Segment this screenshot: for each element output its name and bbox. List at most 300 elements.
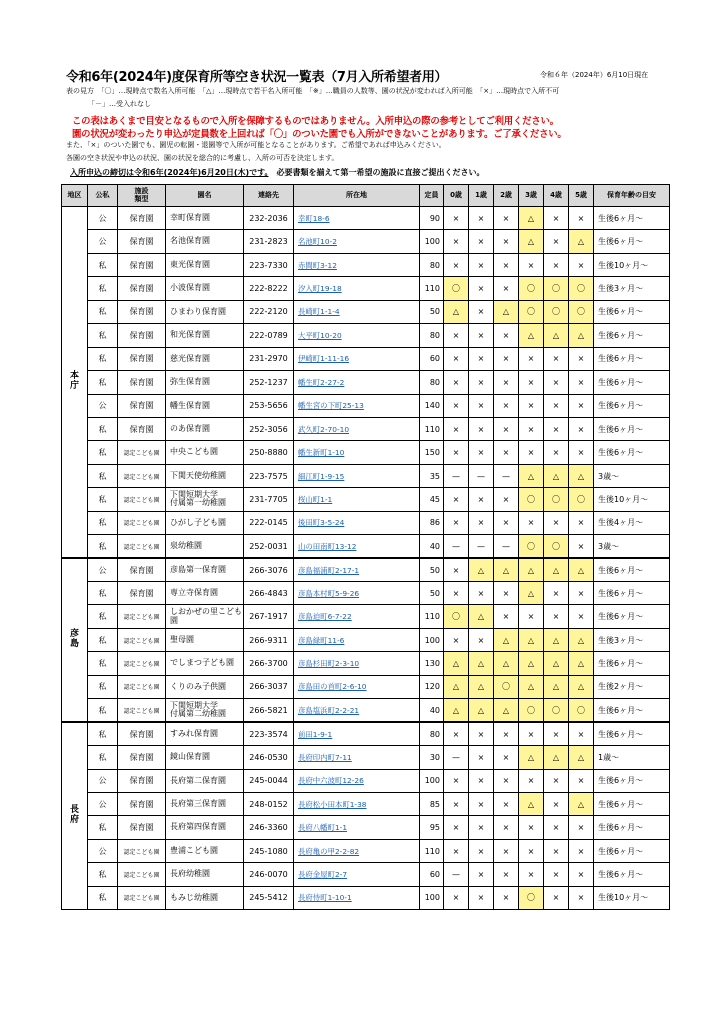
table-row — [62, 863, 670, 886]
availability-age-0: 〇 — [444, 605, 469, 628]
availability-age-0: × — [444, 488, 469, 511]
page-title: 令和6年(2024年)度保育所等空き状況一覧表（7月入所希望者用） — [66, 70, 448, 85]
availability-age-1: — — [469, 464, 494, 487]
availability-age-4: × — [544, 792, 569, 815]
availability-age-0: △ — [444, 300, 469, 323]
target-age-cell: 生後4ヶ月～ — [594, 511, 670, 534]
availability-age-3: △ — [519, 675, 544, 698]
availability-age-3: × — [519, 605, 544, 628]
availability-age-3: × — [519, 816, 544, 839]
table-row — [62, 558, 670, 581]
address-link[interactable]: 幡生町2-27-2 — [294, 371, 420, 394]
address-link[interactable]: 彦島塩浜町2-2-21 — [294, 699, 420, 722]
availability-age-1: × — [469, 792, 494, 815]
availability-age-5: × — [569, 816, 594, 839]
target-age-cell: 生後6ヶ月～ — [594, 347, 670, 370]
facility-name: 長府第三保育園 — [166, 792, 244, 815]
public-private-cell: 私 — [88, 535, 118, 558]
phone-cell: 248-0152 — [244, 792, 294, 815]
availability-age-3: △ — [519, 746, 544, 769]
target-age-cell: 生後6ヶ月～ — [594, 605, 670, 628]
phone-cell: 245-1080 — [244, 839, 294, 862]
phone-cell: 222-0789 — [244, 324, 294, 347]
availability-age-1: △ — [469, 558, 494, 581]
table-row — [62, 792, 670, 815]
phone-cell: 245-5412 — [244, 886, 294, 909]
table-row — [62, 746, 670, 769]
table-row — [62, 277, 670, 300]
col-header-age-5: 5歳 — [569, 185, 594, 207]
availability-age-5: × — [569, 722, 594, 745]
address-link[interactable]: 長府亀の甲2-2-82 — [294, 839, 420, 862]
availability-age-4: × — [544, 769, 569, 792]
legend-line-2: 「－」…受入れなし — [88, 100, 151, 108]
capacity-cell: 60 — [420, 347, 444, 370]
availability-age-0: — — [444, 464, 469, 487]
availability-age-4: × — [544, 722, 569, 745]
target-age-cell: 生後6ヶ月～ — [594, 417, 670, 440]
availability-age-1: × — [469, 230, 494, 253]
address-link[interactable]: 彦島迫町6-7-22 — [294, 605, 420, 628]
facility-name: 東光保育園 — [166, 253, 244, 276]
availability-age-1: × — [469, 371, 494, 394]
capacity-cell: 50 — [420, 582, 444, 605]
address-link[interactable]: 長府中六波町12-26 — [294, 769, 420, 792]
facility-type-cell: 認定こども園 — [118, 464, 166, 487]
table-row — [62, 675, 670, 698]
table-row — [62, 347, 670, 370]
availability-age-2: 〇 — [494, 675, 519, 698]
table-row — [62, 886, 670, 909]
availability-age-3: △ — [519, 558, 544, 581]
availability-age-0: △ — [444, 699, 469, 722]
availability-age-3: △ — [519, 207, 544, 230]
availability-age-3: × — [519, 417, 544, 440]
col-header-public-private: 公私 — [88, 185, 118, 207]
facility-name: 聖母園 — [166, 628, 244, 651]
phone-cell: 231-2970 — [244, 347, 294, 370]
capacity-cell: 110 — [420, 417, 444, 440]
address-link[interactable]: 長府金屋町2-7 — [294, 863, 420, 886]
phone-cell: 231-7705 — [244, 488, 294, 511]
address-link[interactable]: 長府侍町1-10-1 — [294, 886, 420, 909]
col-header-address: 所在地 — [294, 185, 420, 207]
public-private-cell: 公 — [88, 769, 118, 792]
target-age-cell: 生後6ヶ月～ — [594, 582, 670, 605]
availability-age-4: × — [544, 582, 569, 605]
capacity-cell: 150 — [420, 441, 444, 464]
address-link[interactable]: 彦島杉田町2-3-10 — [294, 652, 420, 675]
phone-cell: 266-5821 — [244, 699, 294, 722]
facility-name: すみれ保育園 — [166, 722, 244, 745]
deadline-notice — [70, 167, 485, 178]
availability-age-2: × — [494, 769, 519, 792]
availability-age-5: 〇 — [569, 488, 594, 511]
facility-type-cell: 保育園 — [118, 300, 166, 323]
table-row — [62, 371, 670, 394]
facility-name: 下関短期大学 付属第二幼稚園 — [166, 699, 244, 722]
facility-name: 慈光保育園 — [166, 347, 244, 370]
facility-type-cell: 認定こども園 — [118, 863, 166, 886]
facility-type-cell: 保育園 — [118, 253, 166, 276]
availability-age-3: △ — [519, 792, 544, 815]
availability-age-3: 〇 — [519, 300, 544, 323]
table-row — [62, 722, 670, 745]
address-link[interactable]: 彦島福浦町2-17-1 — [294, 558, 420, 581]
availability-age-0: × — [444, 253, 469, 276]
public-private-cell: 私 — [88, 605, 118, 628]
availability-age-1: × — [469, 347, 494, 370]
phone-cell: 267-1917 — [244, 605, 294, 628]
availability-age-1: × — [469, 769, 494, 792]
availability-age-2: × — [494, 441, 519, 464]
availability-age-5: △ — [569, 230, 594, 253]
deadline-instruction: 必要書類を揃えて第一希望の施設に直接ご提出ください。 — [268, 168, 485, 177]
availability-age-2: × — [494, 746, 519, 769]
capacity-cell: 110 — [420, 839, 444, 862]
table-row — [62, 839, 670, 862]
table-row — [62, 652, 670, 675]
availability-age-1: × — [469, 839, 494, 862]
availability-age-1: × — [469, 722, 494, 745]
target-age-cell: 1歳～ — [594, 746, 670, 769]
target-age-cell: 生後10ヶ月～ — [594, 886, 670, 909]
col-header-area: 地区 — [62, 185, 88, 207]
availability-age-4: △ — [544, 558, 569, 581]
facility-type-cell: 認定こども園 — [118, 488, 166, 511]
table-row — [62, 441, 670, 464]
capacity-cell: 40 — [420, 535, 444, 558]
facility-type-cell: 保育園 — [118, 558, 166, 581]
availability-age-4: × — [544, 417, 569, 440]
facility-name: 泉幼稚園 — [166, 535, 244, 558]
availability-age-3: × — [519, 441, 544, 464]
phone-cell: 222-8222 — [244, 277, 294, 300]
target-age-cell: 生後6ヶ月～ — [594, 558, 670, 581]
col-header-name: 園名 — [166, 185, 244, 207]
target-age-cell: 生後10ヶ月～ — [594, 488, 670, 511]
facility-name: ひがし子ども園 — [166, 511, 244, 534]
availability-age-1: × — [469, 277, 494, 300]
phone-cell: 245-0044 — [244, 769, 294, 792]
availability-age-0: 〇 — [444, 277, 469, 300]
phone-cell: 253-5656 — [244, 394, 294, 417]
address-link[interactable]: 後田町3-5-24 — [294, 511, 420, 534]
capacity-cell: 100 — [420, 886, 444, 909]
capacity-cell: 110 — [420, 277, 444, 300]
availability-age-4: × — [544, 347, 569, 370]
availability-age-4: × — [544, 605, 569, 628]
availability-age-4: △ — [544, 652, 569, 675]
public-private-cell: 公 — [88, 230, 118, 253]
address-link[interactable]: 桜山町1-1 — [294, 488, 420, 511]
availability-age-0: × — [444, 886, 469, 909]
table-row — [62, 324, 670, 347]
availability-age-5: × — [569, 511, 594, 534]
availability-age-3: × — [519, 863, 544, 886]
availability-age-4: × — [544, 511, 569, 534]
phone-cell: 250-8880 — [244, 441, 294, 464]
availability-age-4: △ — [544, 746, 569, 769]
facility-type-cell: 認定こども園 — [118, 535, 166, 558]
availability-age-2: × — [494, 277, 519, 300]
facility-type-cell: 認定こども園 — [118, 652, 166, 675]
availability-age-1: △ — [469, 605, 494, 628]
facility-type-cell: 保育園 — [118, 769, 166, 792]
availability-age-1: × — [469, 300, 494, 323]
legend-line: 表の見方 「〇」…現時点で数名入所可能 「△」…現時点で若干名入所可能 「※」…職員の人数等、園の状況が変われば入所可能 「×」…現時点で入所不可 — [66, 87, 560, 95]
availability-age-4: 〇 — [544, 488, 569, 511]
public-private-cell: 私 — [88, 464, 118, 487]
availability-age-5: 〇 — [569, 277, 594, 300]
availability-age-4: × — [544, 230, 569, 253]
col-header-age-3: 3歳 — [519, 185, 544, 207]
phone-cell: 266-3037 — [244, 675, 294, 698]
phone-cell: 246-0070 — [244, 863, 294, 886]
public-private-cell: 私 — [88, 347, 118, 370]
availability-age-0: × — [444, 558, 469, 581]
facility-name: もみじ幼稚園 — [166, 886, 244, 909]
availability-age-0: × — [444, 324, 469, 347]
availability-age-4: △ — [544, 675, 569, 698]
availability-age-3: 〇 — [519, 886, 544, 909]
public-private-cell: 公 — [88, 207, 118, 230]
availability-age-5: △ — [569, 652, 594, 675]
deadline-date: 入所申込の締切は令和6年(2024年)6月20日(木)です。 — [70, 168, 269, 177]
as-of-date: 令和６年（2024年）6月10日現在 — [540, 71, 649, 79]
availability-age-2: × — [494, 488, 519, 511]
table-header — [62, 185, 670, 207]
availability-age-0: × — [444, 371, 469, 394]
availability-age-4: △ — [544, 464, 569, 487]
public-private-cell: 私 — [88, 699, 118, 722]
availability-age-0: △ — [444, 675, 469, 698]
phone-cell: 252-3056 — [244, 417, 294, 440]
availability-age-4: × — [544, 839, 569, 862]
availability-age-1: × — [469, 488, 494, 511]
availability-age-5: △ — [569, 746, 594, 769]
capacity-cell: 35 — [420, 464, 444, 487]
address-link[interactable]: 山の田南町13-12 — [294, 535, 420, 558]
availability-age-3: △ — [519, 324, 544, 347]
capacity-cell: 130 — [420, 652, 444, 675]
facility-name: 小波保育園 — [166, 277, 244, 300]
target-age-cell: 生後6ヶ月～ — [594, 722, 670, 745]
table-row — [62, 488, 670, 511]
availability-age-2: × — [494, 605, 519, 628]
target-age-cell: 生後6ヶ月～ — [594, 652, 670, 675]
availability-age-5: × — [569, 582, 594, 605]
target-age-cell: 生後6ヶ月～ — [594, 839, 670, 862]
facility-type-cell: 認定こども園 — [118, 675, 166, 698]
availability-age-2: × — [494, 417, 519, 440]
public-private-cell: 私 — [88, 277, 118, 300]
address-link[interactable]: 長府松小田本町1-38 — [294, 792, 420, 815]
public-private-cell: 私 — [88, 628, 118, 651]
capacity-cell: 100 — [420, 628, 444, 651]
col-header-age-0: 0歳 — [444, 185, 469, 207]
target-age-cell: 生後6ヶ月～ — [594, 371, 670, 394]
capacity-cell: 50 — [420, 300, 444, 323]
phone-cell: 223-7575 — [244, 464, 294, 487]
availability-age-3: △ — [519, 464, 544, 487]
facility-type-cell: 保育園 — [118, 277, 166, 300]
public-private-cell: 私 — [88, 324, 118, 347]
facility-name: 下関短期大学 付属第一幼稚園 — [166, 488, 244, 511]
public-private-cell: 私 — [88, 582, 118, 605]
capacity-cell: 90 — [420, 207, 444, 230]
availability-age-5: △ — [569, 464, 594, 487]
area-cell: 彦 島 — [62, 558, 88, 722]
phone-cell: 266-9311 — [244, 628, 294, 651]
address-link[interactable]: 長府八幡町1-1 — [294, 816, 420, 839]
disclaimer-line-2: 園の状況が変わったり申込が定員数を上回れば「〇」のついた園でも入所ができないことがあります。ご了承ください。 — [72, 129, 567, 140]
facility-name: のあ保育園 — [166, 417, 244, 440]
target-age-cell: 生後3ヶ月～ — [594, 628, 670, 651]
availability-age-1: × — [469, 886, 494, 909]
address-link[interactable]: 名池町10-2 — [294, 230, 420, 253]
col-header-age-2: 2歳 — [494, 185, 519, 207]
col-header-capacity: 定員 — [420, 185, 444, 207]
facility-name: しおかぜの里こども園 — [166, 605, 244, 628]
availability-age-1: — — [469, 535, 494, 558]
facility-name: 和光保育園 — [166, 324, 244, 347]
public-private-cell: 私 — [88, 863, 118, 886]
availability-age-4: × — [544, 371, 569, 394]
availability-age-2: × — [494, 722, 519, 745]
availability-age-1: × — [469, 816, 494, 839]
availability-age-5: × — [569, 441, 594, 464]
availability-age-3: 〇 — [519, 277, 544, 300]
availability-age-2: — — [494, 464, 519, 487]
address-link[interactable]: 彦島本村町5-9-26 — [294, 582, 420, 605]
availability-age-4: × — [544, 886, 569, 909]
availability-age-0: × — [444, 769, 469, 792]
availability-age-1: × — [469, 746, 494, 769]
address-link[interactable]: 汐入町19-18 — [294, 277, 420, 300]
table-row — [62, 769, 670, 792]
availability-age-0: × — [444, 722, 469, 745]
availability-age-2: × — [494, 371, 519, 394]
availability-age-4: × — [544, 253, 569, 276]
public-private-cell: 公 — [88, 394, 118, 417]
address-link[interactable]: 彦島緑町11-6 — [294, 628, 420, 651]
availability-age-0: × — [444, 816, 469, 839]
phone-cell: 246-0530 — [244, 746, 294, 769]
address-link[interactable]: 幡生新町1-10 — [294, 441, 420, 464]
target-age-cell: 生後6ヶ月～ — [594, 792, 670, 815]
availability-age-0: × — [444, 511, 469, 534]
disclaimer-line-1: この表はあくまで目安となるもので入所を保障するものではありません。入所申込の際の参考としてご利用ください。 — [72, 116, 559, 127]
availability-age-5: × — [569, 253, 594, 276]
table-row — [62, 511, 670, 534]
facility-type-cell: 保育園 — [118, 230, 166, 253]
address-link[interactable]: 前田1-9-1 — [294, 722, 420, 745]
availability-age-1: × — [469, 324, 494, 347]
address-link[interactable]: 伊崎町1-11-16 — [294, 347, 420, 370]
facility-type-cell: 認定こども園 — [118, 886, 166, 909]
public-private-cell: 私 — [88, 746, 118, 769]
capacity-cell: 50 — [420, 558, 444, 581]
availability-age-2: × — [494, 230, 519, 253]
availability-age-0: × — [444, 582, 469, 605]
availability-age-4: × — [544, 394, 569, 417]
capacity-cell: 45 — [420, 488, 444, 511]
availability-age-0: × — [444, 347, 469, 370]
phone-cell: 223-3574 — [244, 722, 294, 745]
phone-cell: 223-7330 — [244, 253, 294, 276]
address-link[interactable]: 幸町18-6 — [294, 207, 420, 230]
note-line-2: 各園の空き状況や申込の状況、園の状況を総合的に考慮し、入所の可否を決定します。 — [66, 154, 339, 162]
address-link[interactable]: 大平町10-20 — [294, 324, 420, 347]
address-link[interactable]: 幡生宮の下町25-13 — [294, 394, 420, 417]
availability-age-5: × — [569, 839, 594, 862]
address-link[interactable]: 赤間町3-12 — [294, 253, 420, 276]
public-private-cell: 公 — [88, 792, 118, 815]
address-link[interactable]: 彦島田の首町2-6-10 — [294, 675, 420, 698]
table-row — [62, 417, 670, 440]
capacity-cell: 85 — [420, 792, 444, 815]
availability-age-3: × — [519, 511, 544, 534]
public-private-cell: 私 — [88, 722, 118, 745]
availability-age-5: × — [569, 417, 594, 440]
availability-age-2: × — [494, 839, 519, 862]
facility-type-cell: 認定こども園 — [118, 511, 166, 534]
availability-age-5: × — [569, 886, 594, 909]
availability-age-2: × — [494, 863, 519, 886]
target-age-cell: 3歳～ — [594, 464, 670, 487]
capacity-cell: 140 — [420, 394, 444, 417]
availability-age-5: × — [569, 863, 594, 886]
capacity-cell: 110 — [420, 605, 444, 628]
availability-age-5: 〇 — [569, 300, 594, 323]
availability-age-3: × — [519, 722, 544, 745]
availability-age-3: 〇 — [519, 488, 544, 511]
availability-age-2: × — [494, 253, 519, 276]
col-header-age-1: 1歳 — [469, 185, 494, 207]
facility-type-cell: 保育園 — [118, 746, 166, 769]
availability-age-0: × — [444, 207, 469, 230]
table-row — [62, 207, 670, 230]
availability-age-3: × — [519, 347, 544, 370]
target-age-cell: 生後6ヶ月～ — [594, 207, 670, 230]
table-row — [62, 582, 670, 605]
phone-cell: 231-2823 — [244, 230, 294, 253]
address-link[interactable]: 細江町1-9-15 — [294, 464, 420, 487]
availability-age-1: × — [469, 253, 494, 276]
availability-age-0: × — [444, 792, 469, 815]
table-row — [62, 535, 670, 558]
availability-age-2: × — [494, 792, 519, 815]
facility-type-cell: 認定こども園 — [118, 839, 166, 862]
facility-type-cell: 保育園 — [118, 417, 166, 440]
public-private-cell: 私 — [88, 417, 118, 440]
address-link[interactable]: 武久町2-70-10 — [294, 417, 420, 440]
facility-type-cell: 保育園 — [118, 394, 166, 417]
note-line-1: また、「×」のついた園でも、園児の転園・退園等で入所が可能となることがあります。ご希望であれば申込みください。 — [66, 141, 446, 149]
facility-name: 長府第二保育園 — [166, 769, 244, 792]
facility-type-cell: 認定こども園 — [118, 628, 166, 651]
capacity-cell: 30 — [420, 746, 444, 769]
address-link[interactable]: 長府印内町7-11 — [294, 746, 420, 769]
address-link[interactable]: 長崎町1-1-4 — [294, 300, 420, 323]
target-age-cell: 生後6ヶ月～ — [594, 863, 670, 886]
availability-age-0: — — [444, 863, 469, 886]
col-header-target-age: 保育年齢の目安 — [594, 185, 670, 207]
facility-name: 幡生保育園 — [166, 394, 244, 417]
facility-type-cell: 保育園 — [118, 324, 166, 347]
target-age-cell: 生後6ヶ月～ — [594, 300, 670, 323]
